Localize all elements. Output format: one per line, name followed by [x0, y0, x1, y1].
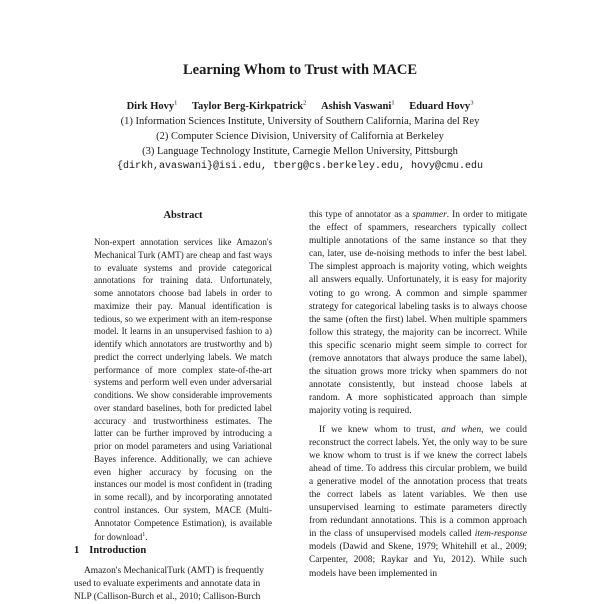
affiliation: (1) Information Sciences Institute, University of Southern California, Marina del Rey [120, 115, 480, 127]
author [127, 101, 178, 112]
author-name: Dirk Hovy [126, 100, 175, 112]
author-sup: 2 [303, 99, 307, 106]
author-name: Taylor Berg-Kirkpatrick [191, 100, 304, 112]
intro-line: NLP (Callison-Burch et al., 2010; Callison-Burch [74, 592, 261, 603]
author-block [0, 95, 600, 174]
abstract-text: Non-expert annotation services like Amazon's Mechanical Turk (AMT) are cheap and fast ways to evaluate systems and provide categorical annotations for training data. Unfortunately, some annotators choose bad labels in order to maximize their pay. Manual identification is tedious, so we experiment with an item-response model. It learns in an unsupervised fashion to a) identify which annotators are trustworthy and b) predict the correct underlying labels. We match performance of more complex state-of-the-art systems and perform well even under adversarial conditions. We show considerable improvements over standard baselines, both for predicted label accuracy and trustworthiness estimates. The latter can be further improved by introducing a prior on model parameters and using Variational Bayes inference. Additionally, we can achieve even higher accuracy by focusing on the instances our model is most confident in (trading in some recall), and by incorporating annotated control instances. Our system, MACE (Multi-Annotator Competence Estimation), is available for download [94, 237, 272, 543]
intro-line: Amazon's MechanicalTurk (AMT) is frequently [84, 566, 264, 576]
right-column-body [309, 209, 527, 581]
abstract-body: Non-expert annotation services like Amazon's Mechanical Turk (AMT) are cheap and fast ways to evaluate systems and provide categorical annotations for training data. Unfortunately, some annotators choose bad labels in order to maximize their pay. Manual identification is tedious, so we experiment with an item-response model. It learns in an unsupervised fashion to a) identify which annotators are trustworthy and b) predict the correct underlying labels. We match performance of more complex state-of-the-art systems and perform well even under adversarial conditions. We show considerable improvements over standard baselines, both for predicted label accuracy and trustworthiness estimates. The latter can be further improved by introducing a prior on model parameters and using Variational Bayes inference. Additionally, we can achieve even higher accuracy by focusing on the instances our model is most confident in (trading in some recall), and by incorporating annotated control instances. Our system, MACE (Multi-Annotator Competence Estimation), is available for download$^1$. [94, 237, 272, 543]
emphasis: and when [441, 424, 482, 435]
text-run: , we could reconstruct the correct labels. Yet, the only way to be sure we know whom to trust is if we knew the correct labels ahead of time. To address this circular problem, we build a generative model of the annotation process that treats the correct labels as latent variables. We then use unsupervised learning to estimate parameters directly from redundant annotations. This is a common approach in the class of unsupervised models called [309, 424, 527, 540]
author [321, 101, 395, 112]
author-sup: 1 [174, 99, 178, 106]
emphasis: item-response [474, 529, 527, 540]
text-run: . In order to mitigate the effect of spammers, researchers typically collect multiple annotations of the same instance so that they can, later, use de-noising methods to infer the best label. The simplest approach is majority voting, which weights all answers equally. Unfortunately, it is easy for majority voting to go wrong. A common and simple spammer strategy for categorical labeling tasks is to always choose the same (often the first) label. When multiple spammers follow this strategy, the majority can be incorrect. While this specific scenario might seem simple to correct for (remove annotators that always produce the same label), the situation grows more tricky when spammers do not annotate consistently, but instead choose labels at random. A more sophisticated approach than simple majority voting is required. [309, 210, 527, 417]
emphasis: spammer [412, 210, 447, 220]
author-name: Eduard Hovy [409, 100, 471, 112]
author-sup: 3 [470, 99, 474, 106]
section-title: Introduction [89, 545, 147, 556]
abstract-heading: Abstract [163, 210, 203, 221]
text-run: models (Dawid and Skene, 1979; Whitehill et al., 2009; Carpenter, 2008; Raykar and Yu, 2012). While such models have been implemented in [309, 542, 527, 579]
intro-line: used to evaluate experiments and annotate data in [74, 579, 261, 590]
author-sup: 1 [391, 99, 395, 106]
affiliation: (2) Computer Science Division, University of California at Berkeley [156, 130, 444, 142]
author-names [0, 95, 600, 114]
paper-title: Learning Whom to Trust with MACE [182, 62, 418, 78]
affiliation: (3) Language Technology Institute, Carnegie Mellon University, Pittsburgh [142, 145, 458, 157]
section-number: 1 [74, 545, 80, 556]
author [192, 101, 306, 112]
section-heading-introduction [74, 545, 146, 556]
text-run: this type of annotator as a [309, 210, 413, 220]
author-emails: {dirkh,avaswani}@isi.edu, tberg@cs.berkeley.edu, hovy@cmu.edu [116, 160, 484, 172]
footnote-mark: 1 [142, 532, 146, 539]
paragraph [309, 424, 527, 581]
text-run: If we knew whom to trust, [319, 424, 442, 435]
author-name: Ashish Vaswani [320, 100, 392, 112]
paragraph [309, 209, 527, 419]
author [409, 101, 473, 112]
introduction-body [74, 565, 292, 604]
